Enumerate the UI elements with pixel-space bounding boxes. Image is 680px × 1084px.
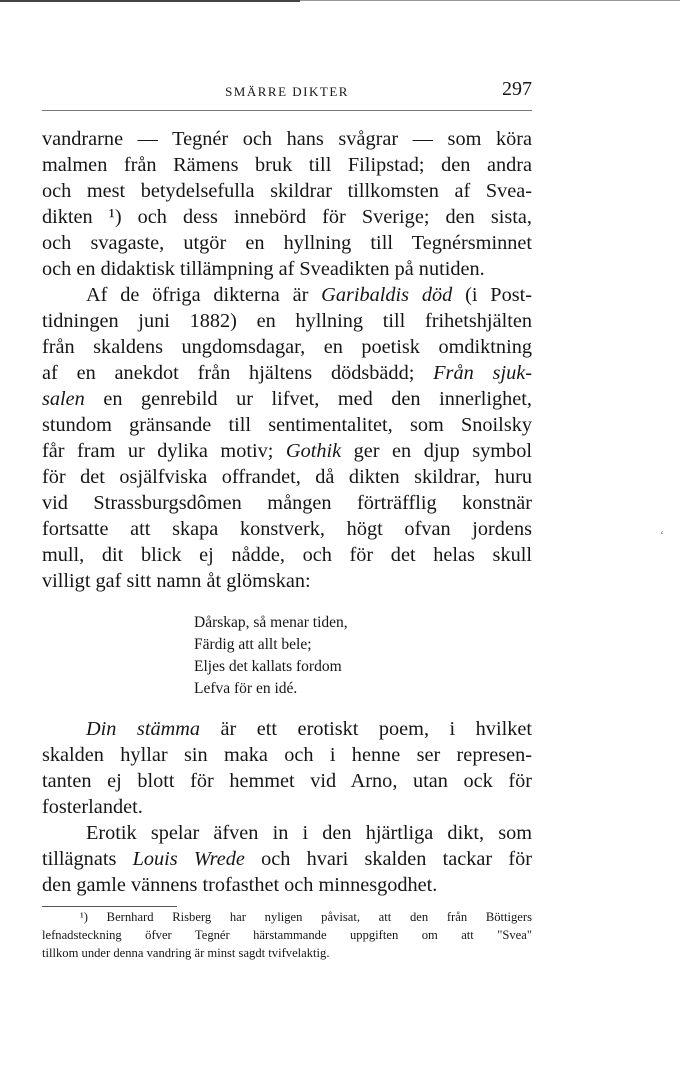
text-line: tidningen juni 1882) en hyllning till frihetshjälten [42, 310, 532, 332]
paragraph-2 [42, 282, 532, 594]
text-line: salen en genrebild ur lifvet, med den innerlighet, [42, 388, 532, 410]
italic-title: Garibaldis död [321, 284, 453, 306]
text-line: malmen från Rämens bruk till Filipstad; den andra [42, 154, 532, 176]
italic-title: Gothik [285, 440, 342, 462]
header-rule [42, 110, 532, 111]
footnote-line: ¹) Bernhard Risberg har nyligen påvisat, att den från Böttigers [80, 910, 532, 924]
text-line: får fram ur dylika motiv; Gothik ger en djup symbol [42, 440, 532, 462]
text-line: villigt gaf sitt namn åt glömskan: [42, 570, 311, 592]
text-line: och en didaktisk tillämpning af Sveadikten på nutiden. [42, 258, 485, 280]
verse-line: Eljes det kallats fordom [194, 658, 342, 675]
footnote-rule [42, 906, 177, 907]
text-line: tanten ej blott för hemmet vid Arno, utan ock för [42, 770, 532, 792]
text-line: stundom gränsande till sentimentalitet, som Snoilsky [42, 414, 532, 436]
text-line: och mest betydelsefulla skildrar tillkomsten af Svea- [42, 180, 532, 202]
text-line: från skaldens ungdomsdagar, en poetisk omdiktning [42, 336, 532, 358]
running-head: SMÄRRE DIKTER [225, 84, 349, 99]
italic-title: Louis Wrede [132, 848, 245, 870]
verse-block [194, 612, 532, 700]
text-line: vandrarne — Tegnér och hans svågrar — som köra [42, 128, 532, 150]
verse-line: Dårskap, så menar tiden, [194, 614, 348, 631]
italic-title: Från sjuk- [433, 362, 532, 384]
body-text [42, 126, 532, 898]
page-number: 297 [502, 78, 532, 100]
scan-edge-line-faint [300, 0, 680, 1]
text-line: Af de öfriga dikterna är Garibaldis död (i Post- [86, 284, 532, 306]
text-line: fosterlandet. [42, 796, 143, 818]
footnote-line: tillkom under denna vandring är minst sagdt tvifvelaktig. [42, 946, 330, 960]
footnote-line: lefnadsteckning öfver Tegnér härstammande uppgiften om att "Svea" [42, 928, 532, 942]
text-line: tillägnats Louis Wrede och hvari skalden tackar för [42, 848, 533, 870]
paragraph-1 [42, 126, 532, 282]
text-line: den gamle vännens trofasthet och minnesgodhet. [42, 874, 438, 896]
page-header [42, 78, 532, 106]
footnote [42, 908, 532, 962]
spacer [42, 700, 532, 716]
verse-line: Färdig att allt bele; [194, 636, 312, 653]
text-line: af en anekdot från hjältens dödsbädd; Från sjuk- [42, 362, 532, 384]
italic-title: salen [42, 388, 85, 410]
text-line: Din stämma är ett erotiskt poem, i hvilket [86, 718, 532, 740]
italic-title: Din stämma [86, 718, 201, 740]
scan-edge-line [0, 0, 300, 2]
spacer [42, 594, 532, 612]
text-line: fortsatte att skapa konstverk, högt ofvan jordens [42, 518, 532, 540]
text-line: för det osjälfviska offrandet, då dikten skildrar, huru [42, 466, 532, 488]
paragraph-3 [42, 716, 532, 820]
verse-line: Lefva för en idé. [194, 680, 298, 697]
text-line: mull, dit blick ej nådde, och för det helas skull [42, 544, 532, 566]
text-line: Erotik spelar äfven in i den hjärtliga dikt, som [86, 822, 532, 844]
text-line: dikten ¹) och dess innebörd för Sverige; den sista, [42, 206, 532, 228]
text-line: skalden hyllar sin maka och i henne ser represen- [42, 744, 532, 766]
paragraph-4 [42, 820, 532, 898]
text-line: och svagaste, utgör en hyllning till Tegnérsminnet [42, 232, 532, 254]
text-line: vid Strassburgsdômen mången förträfflig konstnär [42, 492, 532, 514]
margin-speck: ʻ [660, 528, 664, 542]
